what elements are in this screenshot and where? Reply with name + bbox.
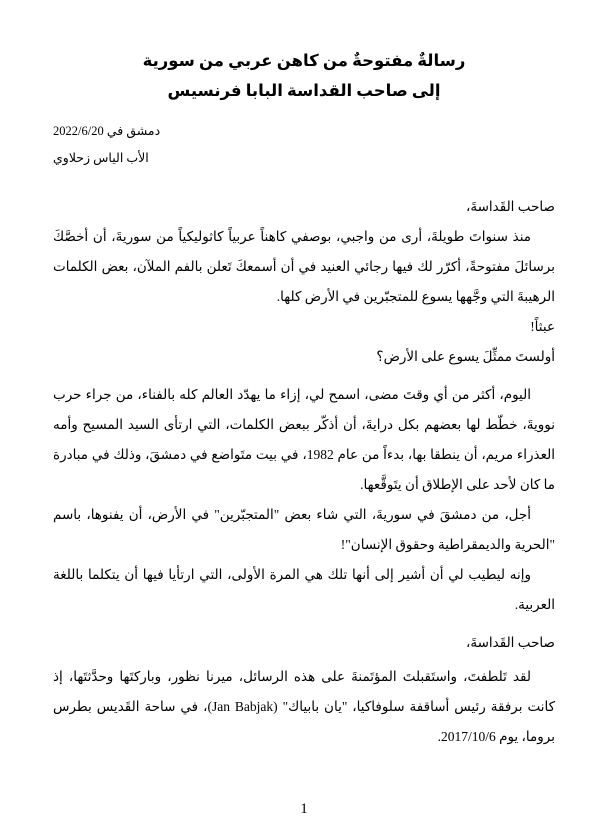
salutation-second: صاحب القَداسةَ، (466, 635, 555, 650)
paragraph-ajal: أجل، من دمشقَ في سوريةَ، التي شاء بعض "المتجبّرين" في الأرض، أن يفنوها، باسم "الحرية والديمقراطية وحقوق الإنسان"! (53, 507, 555, 552)
question-line: أولستَ ممثِّلَ يسوع على الأرض؟ (376, 349, 555, 364)
date-place-line: دمشق في 2022/6/20 (53, 124, 161, 138)
salutation-first: صاحب القَداسةَ، (466, 199, 555, 214)
letter-title-line-2: إلى صاحب القداسة البابا فرنسيس (167, 81, 441, 100)
author-name-line: الأب الياس زحلاوي (53, 151, 149, 165)
letter-title-block (53, 46, 555, 106)
exclamation-line: عبثاً! (530, 319, 555, 334)
paragraph-today: اليوم، أكثر من أي وقتَ مضى، اسمح لي، إزاء ما يهدّد العالم كله بالفناء، من جراء حرب نوويةَ، خطّط لها بعضهم بكل درايةَ، أن أذكّر ببعض الكلمات، التي ارتأى السيد المسيح وأمه العذراء مريم، أن ينطقا بها، بدءاً من عام 1982، في بيت متَواضع في دمشقَ، وذلك في مبادرة ما كان لأحد على الإطلاق أن يتَوقَّعها. (53, 387, 555, 492)
paragraph-first-time: وإنه ليطيب لي أن أشير إلى أنها تلك هي المرة الأولى، التي ارتأيا فيها أن يتكلما باللغة العربية. (53, 567, 555, 612)
letter-body (53, 192, 555, 752)
paragraph-myrna: لقد تَلطفتَ، واستَقبلتَ المؤتَمنةَ على هذه الرسائل، ميرنا نظور، وباركتَها وحدَّثتَها، إذ كانت برفقة رئيس أساقفة سلوفاكيا، "يان بابياك" (Jan Babjak)، في ساحة القَديس بطرس بروما، يوم 2017/10/6. (53, 669, 555, 744)
letter-title-line-1: رسالةٌ مفتوحةٌ من كاهن عربي من سورية (142, 51, 466, 70)
paragraph-intro: منذ سنواتَ طويلةَ، أرى من واجبي، بوصفي كاهناً عربياً كاثوليكياً من سوريةَ، أن أخصَّكَ برسائلَ مفتوحةً، أكرّر لك فيها رجائي العنيد في أن أسمعكَ تَعلن بالفم الملآن، بعض الكلمات الرهيبةَ التي وجَّهها يسوع للمتجبّرين في الأرض كلها. (53, 229, 555, 304)
page-number: 1 (300, 801, 308, 817)
dateline-block (53, 118, 555, 172)
